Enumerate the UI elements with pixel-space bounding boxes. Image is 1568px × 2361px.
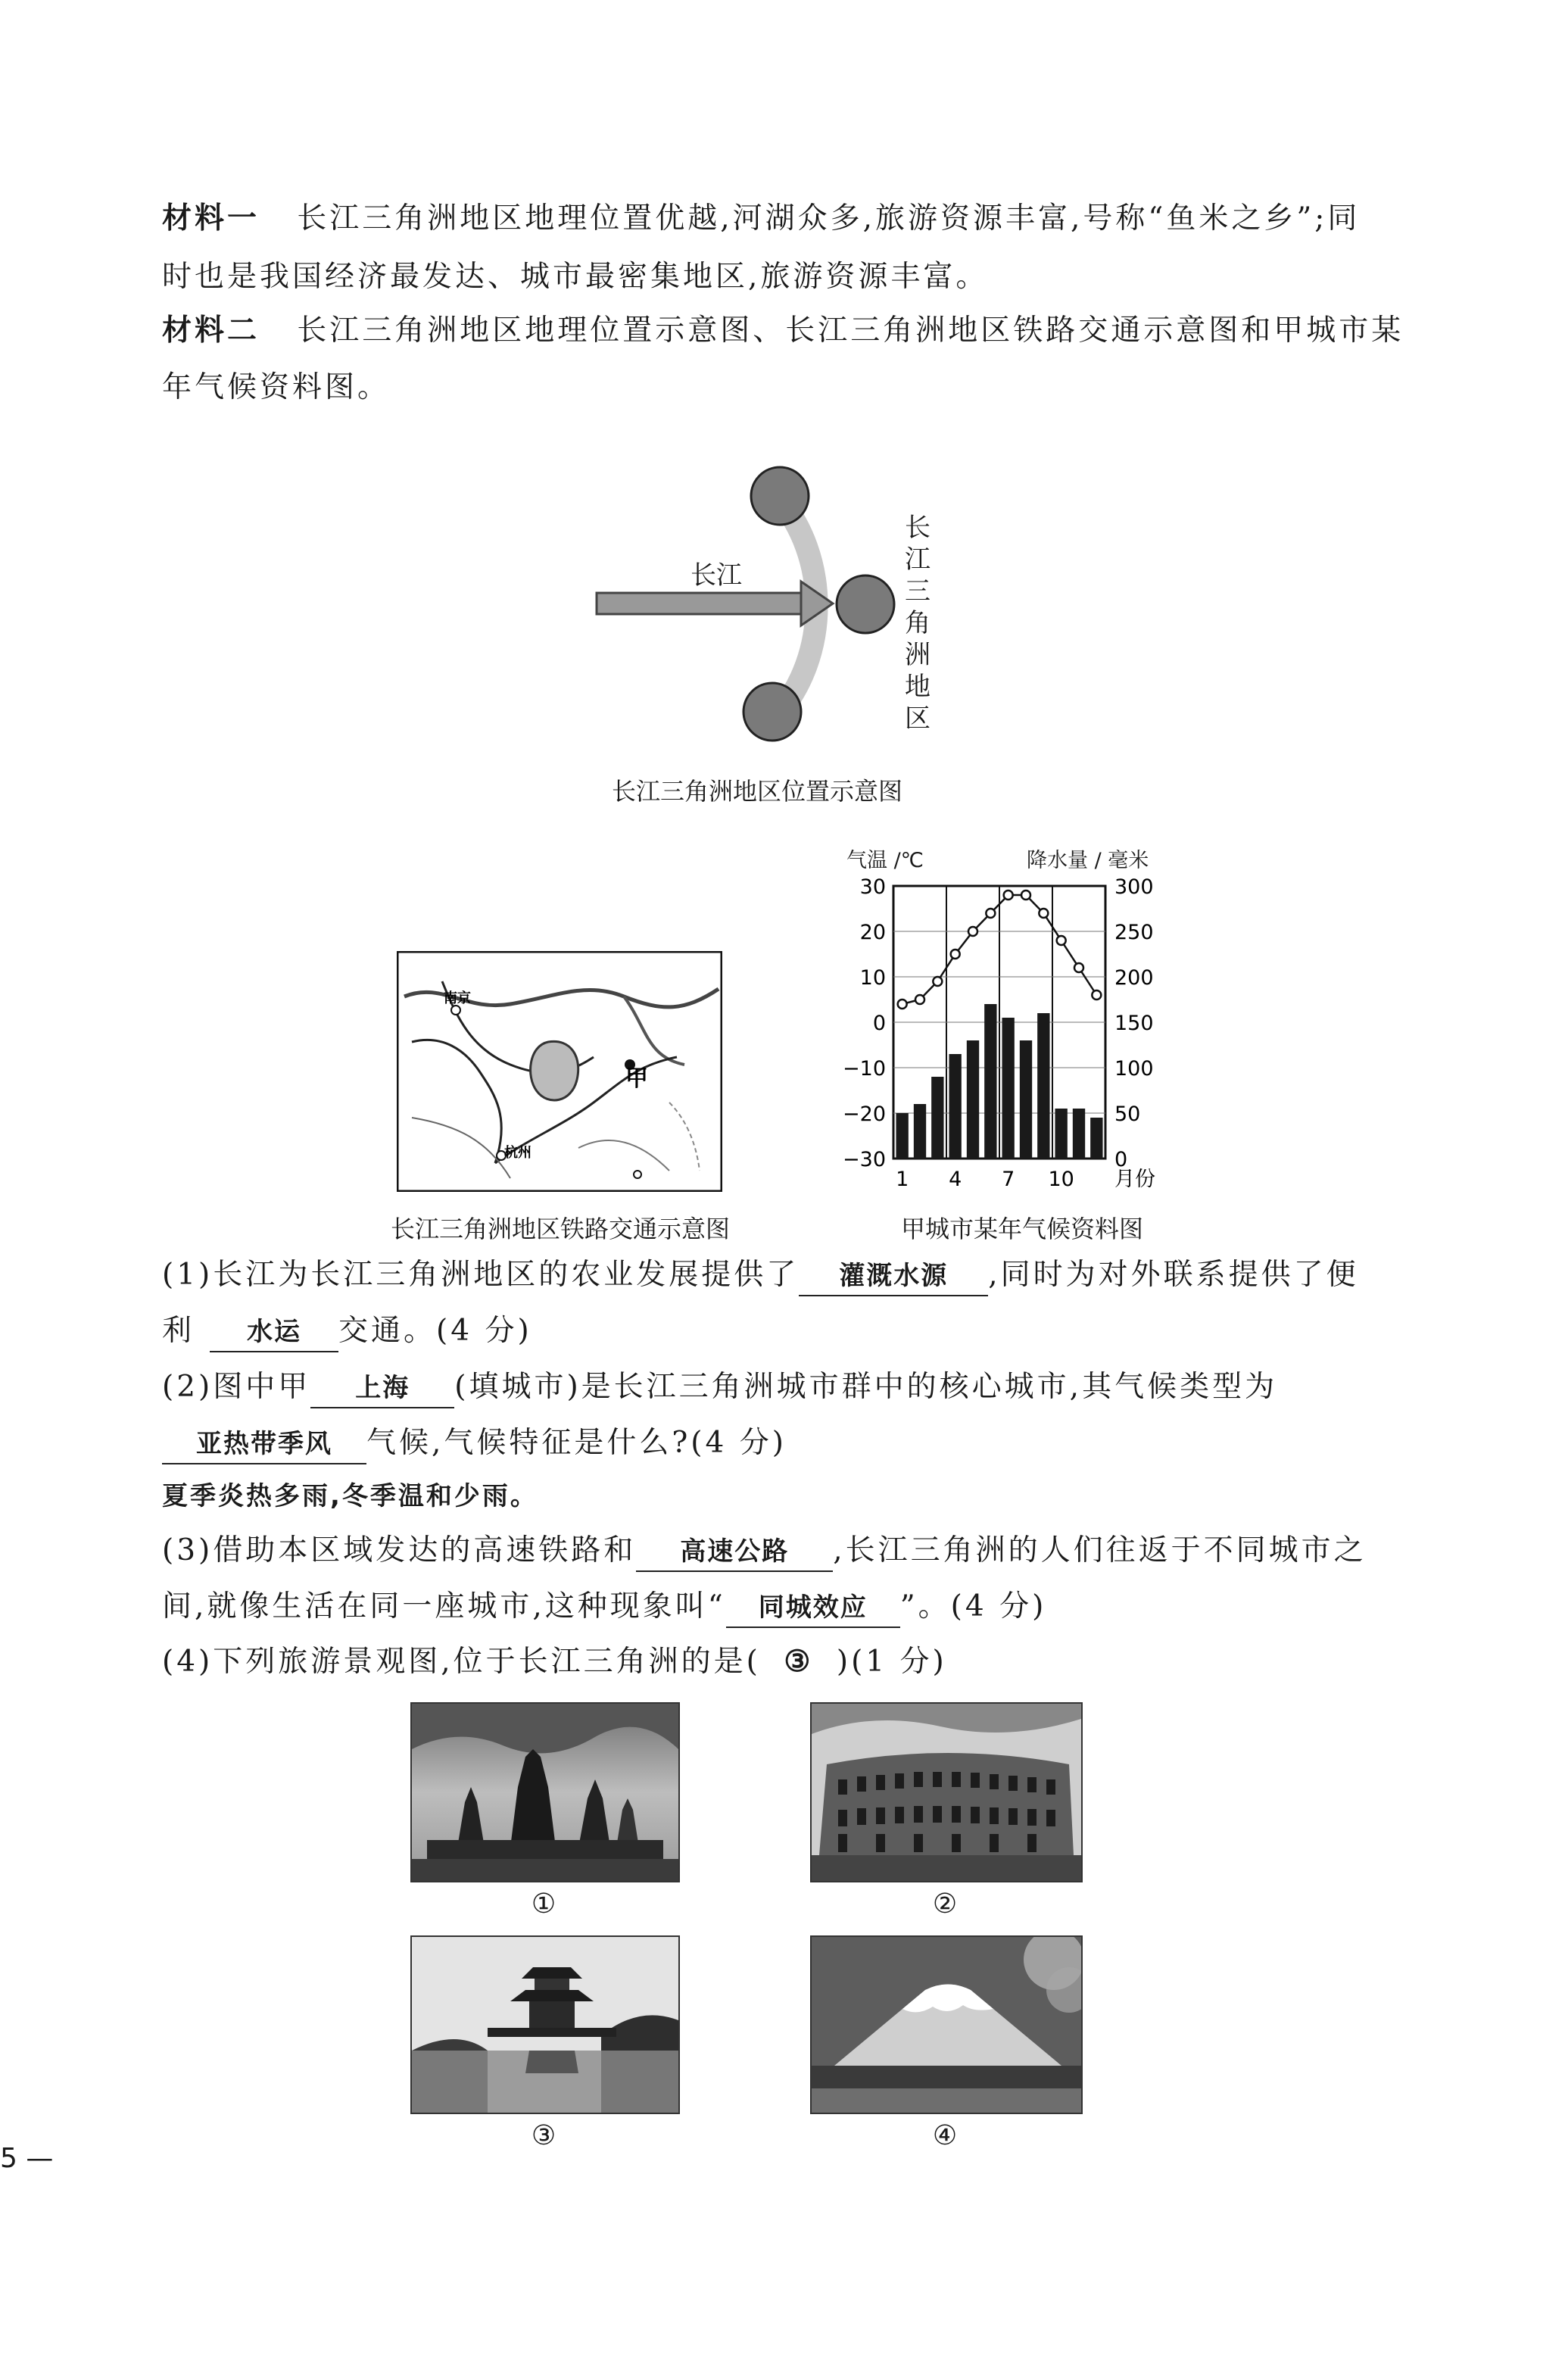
precip-bar: [914, 1104, 926, 1159]
left-tick-label: 30: [859, 875, 886, 899]
question-3-text-b: ,长江三角洲的人们往返于不同城市之: [833, 1533, 1367, 1567]
x-tick-label: 7: [1002, 1168, 1015, 1191]
right-tick-label: 200: [1114, 966, 1154, 990]
material-two-text: 长江三角洲地区地理位置示意图、长江三角洲地区铁路交通示意图和甲城市某: [297, 313, 1404, 348]
question-2-text-a: (2)图中甲: [162, 1370, 311, 1404]
temperature-point: [1021, 890, 1030, 900]
photo-label-2: ②: [932, 1888, 958, 1920]
precip-bar: [1020, 1040, 1032, 1159]
right-tick-label: 250: [1114, 921, 1154, 944]
label-nanjing: 南京: [444, 990, 471, 1006]
x-tick-label: 4: [949, 1168, 962, 1191]
temperature-point: [1039, 909, 1048, 918]
material-one-line1: [162, 191, 1404, 246]
photo-colosseum: [810, 1702, 1083, 1882]
question-4-line: [162, 1634, 1404, 1689]
right-tick-label: 0: [1114, 1148, 1128, 1171]
right-tick-label: 100: [1114, 1057, 1154, 1081]
q4-answer: ③: [784, 1644, 814, 1679]
precip-bar: [1073, 1109, 1085, 1159]
q2-answer-climate-type: 亚热带季风: [162, 1425, 366, 1464]
question-1-line1: [162, 1248, 1404, 1302]
left-tick-label: 10: [859, 966, 886, 990]
photo-label-3: ③: [531, 2120, 556, 2151]
right-tick-label: 300: [1114, 875, 1154, 899]
label-jia: 甲: [625, 1065, 648, 1092]
left-tick-label: 0: [872, 1012, 886, 1035]
q1-answer-water-transport: 水运: [210, 1313, 338, 1352]
river-arrow-shaft: [597, 593, 801, 614]
precip-bar: [1090, 1118, 1102, 1159]
material-one-text: 长江三角洲地区地理位置优越,河湖众多,旅游资源丰富,号称“鱼米之乡”;同: [297, 201, 1361, 235]
temperature-point: [1004, 890, 1013, 900]
temperature-point: [1092, 990, 1101, 1000]
x-tick-label: 10: [1048, 1168, 1074, 1191]
climate-chart: [810, 871, 1204, 1219]
region-label: 长江三角洲地区: [905, 513, 931, 734]
location-diagram-caption: 长江三角洲地区位置示意图: [611, 777, 902, 806]
right-tick-label: 50: [1114, 1103, 1141, 1126]
question-1-line2: [162, 1304, 1404, 1358]
photo-angkor-wat: [410, 1702, 680, 1882]
question-2-text-b: (填城市)是长江三角洲城市群中的核心城市,其气候类型为: [454, 1370, 1278, 1404]
precip-bar: [984, 1004, 996, 1159]
question-3-line1: [162, 1524, 1404, 1578]
nanjing-dot: [451, 1006, 460, 1015]
question-1-text-d: 交通。(4 分): [338, 1314, 532, 1348]
question-1-text-b: ,同时为对外联系提供了便: [988, 1258, 1359, 1292]
right-axis-label: 降水量 / 毫米: [1027, 849, 1149, 872]
x-axis-label: 月份: [1114, 1168, 1155, 1191]
material-one-line2: 时也是我国经济最发达、城市最密集地区,旅游资源丰富。: [162, 260, 989, 294]
city-circle-top: [751, 467, 809, 525]
photo-pavilion: [410, 1935, 680, 2114]
x-tick-label: 1: [896, 1168, 909, 1191]
river-label: 长江: [690, 560, 742, 591]
city-circle-middle: [837, 575, 894, 633]
page-number: 5 —: [0, 2143, 54, 2174]
material-two-line1: [162, 303, 1404, 358]
temperature-point: [968, 927, 977, 936]
precip-bar: [896, 1113, 909, 1159]
question-3-line2: [162, 1580, 1404, 1634]
question-3-text-c: 间,就像生活在同一座城市,这种现象叫“: [162, 1589, 726, 1623]
temperature-point: [1057, 936, 1066, 945]
q2-answer-features: 夏季炎热多雨,冬季温和少雨。: [162, 1481, 538, 1511]
q3-answer-same-city-effect: 同城效应: [726, 1589, 900, 1628]
question-3-text-d: ”。(4 分): [899, 1589, 1047, 1623]
precip-bar: [949, 1054, 962, 1159]
question-2-line2: [162, 1416, 1404, 1471]
city-circle-bottom: [743, 683, 801, 741]
question-4-text-b: )(1 分): [836, 1645, 947, 1679]
question-3-text-a: (3)借助本区域发达的高速铁路和: [162, 1533, 637, 1567]
taihu-lake: [531, 1041, 578, 1100]
temperature-point: [951, 950, 960, 959]
question-1-text-a: (1)长江为长江三角洲地区的农业发展提供了: [162, 1258, 800, 1292]
question-2-line1: [162, 1360, 1404, 1414]
precip-bar: [931, 1077, 943, 1159]
climate-chart-caption: 甲城市某年气候资料图: [900, 1215, 1143, 1243]
rail-map-caption: 长江三角洲地区铁路交通示意图: [390, 1215, 730, 1243]
photo-label-1: ①: [531, 1888, 556, 1920]
left-axis-label: 气温 /℃: [846, 849, 924, 872]
material-one-label: 材料一: [162, 201, 260, 235]
temperature-point: [898, 1000, 907, 1009]
q1-answer-irrigation: 灌溉水源: [799, 1257, 988, 1296]
rail-map: [397, 951, 722, 1192]
precip-bar: [967, 1040, 979, 1159]
material-two-label: 材料二: [162, 313, 260, 348]
precip-bar: [1055, 1109, 1068, 1159]
question-1-text-c: 利: [162, 1314, 195, 1348]
q3-answer-highway: 高速公路: [636, 1533, 833, 1572]
temperature-point: [986, 909, 995, 918]
right-tick-label: 150: [1114, 1012, 1154, 1035]
left-tick-label: −30: [843, 1148, 886, 1171]
question-4-text-a: (4)下列旅游景观图,位于长江三角洲的是(: [162, 1645, 761, 1679]
photo-label-4: ④: [932, 2120, 958, 2151]
left-tick-label: 20: [859, 921, 886, 944]
photo-mount-fuji: [810, 1935, 1083, 2114]
precip-bar: [1037, 1013, 1049, 1159]
q2-answer-city: 上海: [310, 1369, 454, 1408]
temperature-point: [915, 995, 924, 1004]
left-tick-label: −10: [843, 1057, 886, 1081]
temperature-point: [933, 977, 942, 986]
temperature-point: [1074, 963, 1083, 972]
precip-bar: [1002, 1018, 1015, 1159]
material-two-line2: 年气候资料图。: [162, 370, 391, 404]
label-hangzhou: 杭州: [504, 1145, 531, 1161]
question-2-text-c: 气候,气候特征是什么?(4 分): [366, 1426, 787, 1460]
left-tick-label: −20: [843, 1103, 886, 1126]
